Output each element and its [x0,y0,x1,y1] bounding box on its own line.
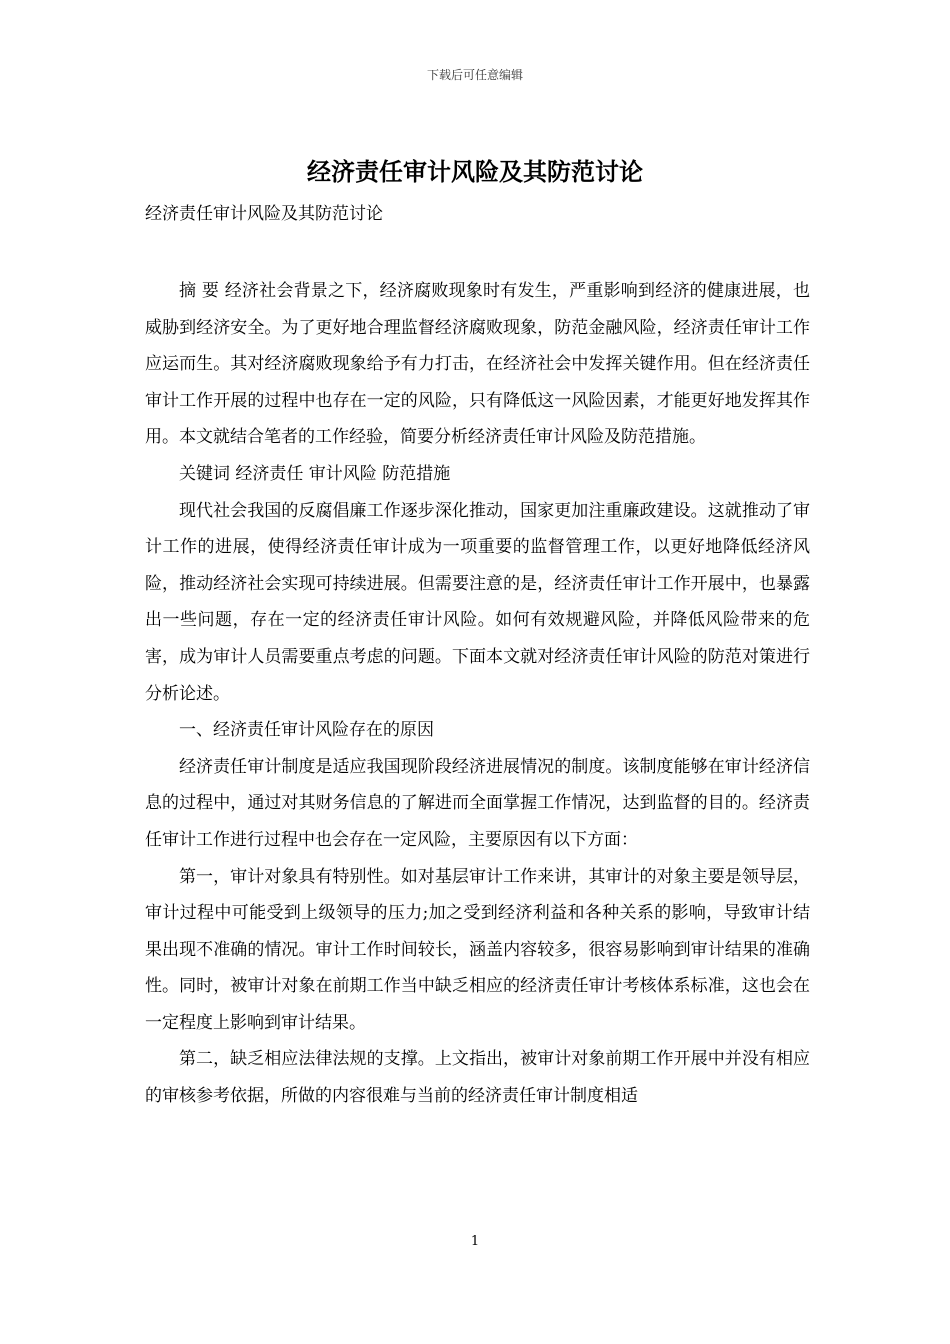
document-body [145,273,810,1115]
page-number: 1 [470,1234,480,1249]
intro-paragraph: 现代社会我国的反腐倡廉工作逐步深化推动，国家更加注重廉政建设。这就推动了审计工作的进展，使得经济责任审计成为一项重要的监督管理工作，以更好地降低经济风险，推动经济社会实现可持续进展。但需要注意的是，经济责任审计工作开展中，也暴露出一些问题，存在一定的经济责任审计风险。如何有效规避风险，并降低风险带来的危害，成为审计人员需要重点考虑的问题。下面本文就对经济责任审计风险的防范对策进行分析论述。 [145,500,810,704]
page-header-note: 下载后可任意编辑 [426,68,523,82]
body-paragraph: 经济责任审计制度是适应我国现阶段经济进展情况的制度。该制度能够在审计经济信息的过程中，通过对其财务信息的了解进而全面掌握工作情况，达到监督的目的。经济责任审计工作进行过程中也会存在一定风险，主要原因有以下方面： [145,756,810,850]
document-subtitle: 经济责任审计风险及其防范讨论 [145,204,383,224]
body-paragraph: 第二，缺乏相应法律法规的支撑。上文指出，被审计对象前期工作开展中并没有相应的审核参考依据，所做的内容很难与当前的经济责任审计制度相适 [145,1049,810,1107]
body-paragraph: 第一，审计对象具有特别性。如对基层审计工作来讲，其审计的对象主要是领导层，审计过程中可能受到上级领导的压力;加之受到经济利益和各种关系的影响，导致审计结果出现不准确的情况。审计工作时间较长，涵盖内容较多，很容易影响到审计结果的准确性。同时，被审计对象在前期工作当中缺乏相应的经济责任审计考核体系标准，这也会在一定程度上影响到审计结果。 [145,866,810,1033]
document-title: 经济责任审计风险及其防范讨论 [307,157,643,186]
keywords-paragraph: 关键词 经济责任 审计风险 防范措施 [179,463,451,484]
section-heading: 一、经济责任审计风险存在的原因 [179,720,434,741]
abstract-paragraph: 摘 要 经济社会背景之下，经济腐败现象时有发生，严重影响到经济的健康进展，也威胁到经济安全。为了更好地合理监督经济腐败现象，防范金融风险，经济责任审计工作应运而生。其对经济腐败现象给予有力打击，在经济社会中发挥关键作用。但在经济责任审计工作开展的过程中也存在一定的风险，只有降低这一风险因素，才能更好地发挥其作用。本文就结合笔者的工作经验，简要分析经济责任审计风险及防范措施。 [145,281,810,448]
